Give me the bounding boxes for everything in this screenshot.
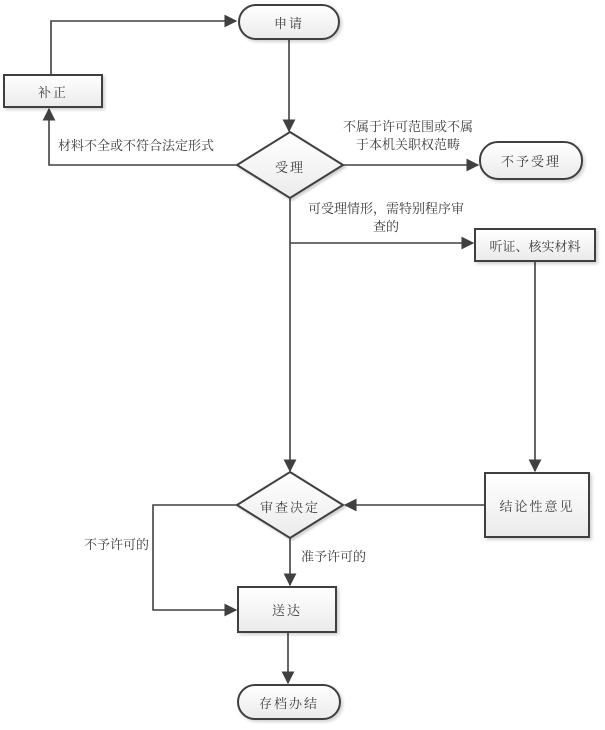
node-correction: 补正 [3,74,103,108]
edge-label-permitted: 准予许可的 [301,549,367,564]
edge-label-not-permitted: 不予许可的 [84,537,150,552]
edge-label-out-of-scope: 不属于许可范围或不属于本机关职权范畴 [342,119,473,152]
node-apply: 申请 [238,4,340,40]
node-archive: 存档办结 [237,684,341,720]
node-conclusion: 结论性意见 [484,472,590,538]
node-reject: 不予受理 [479,141,583,180]
edge-correction-to-apply [51,21,236,74]
node-accept-label: 受理 [274,160,305,175]
node-review-label: 审查决定 [259,500,320,515]
node-hearing: 听证、核实材料 [474,228,596,262]
edge-review-to-deliver-left [153,505,237,610]
edge-label-incomplete: 材料不全或不符合法定形式 [58,138,215,153]
edge-label-special-procedure: 可受理情形，需特别程序审查的 [307,201,464,234]
node-deliver: 送达 [237,586,337,633]
